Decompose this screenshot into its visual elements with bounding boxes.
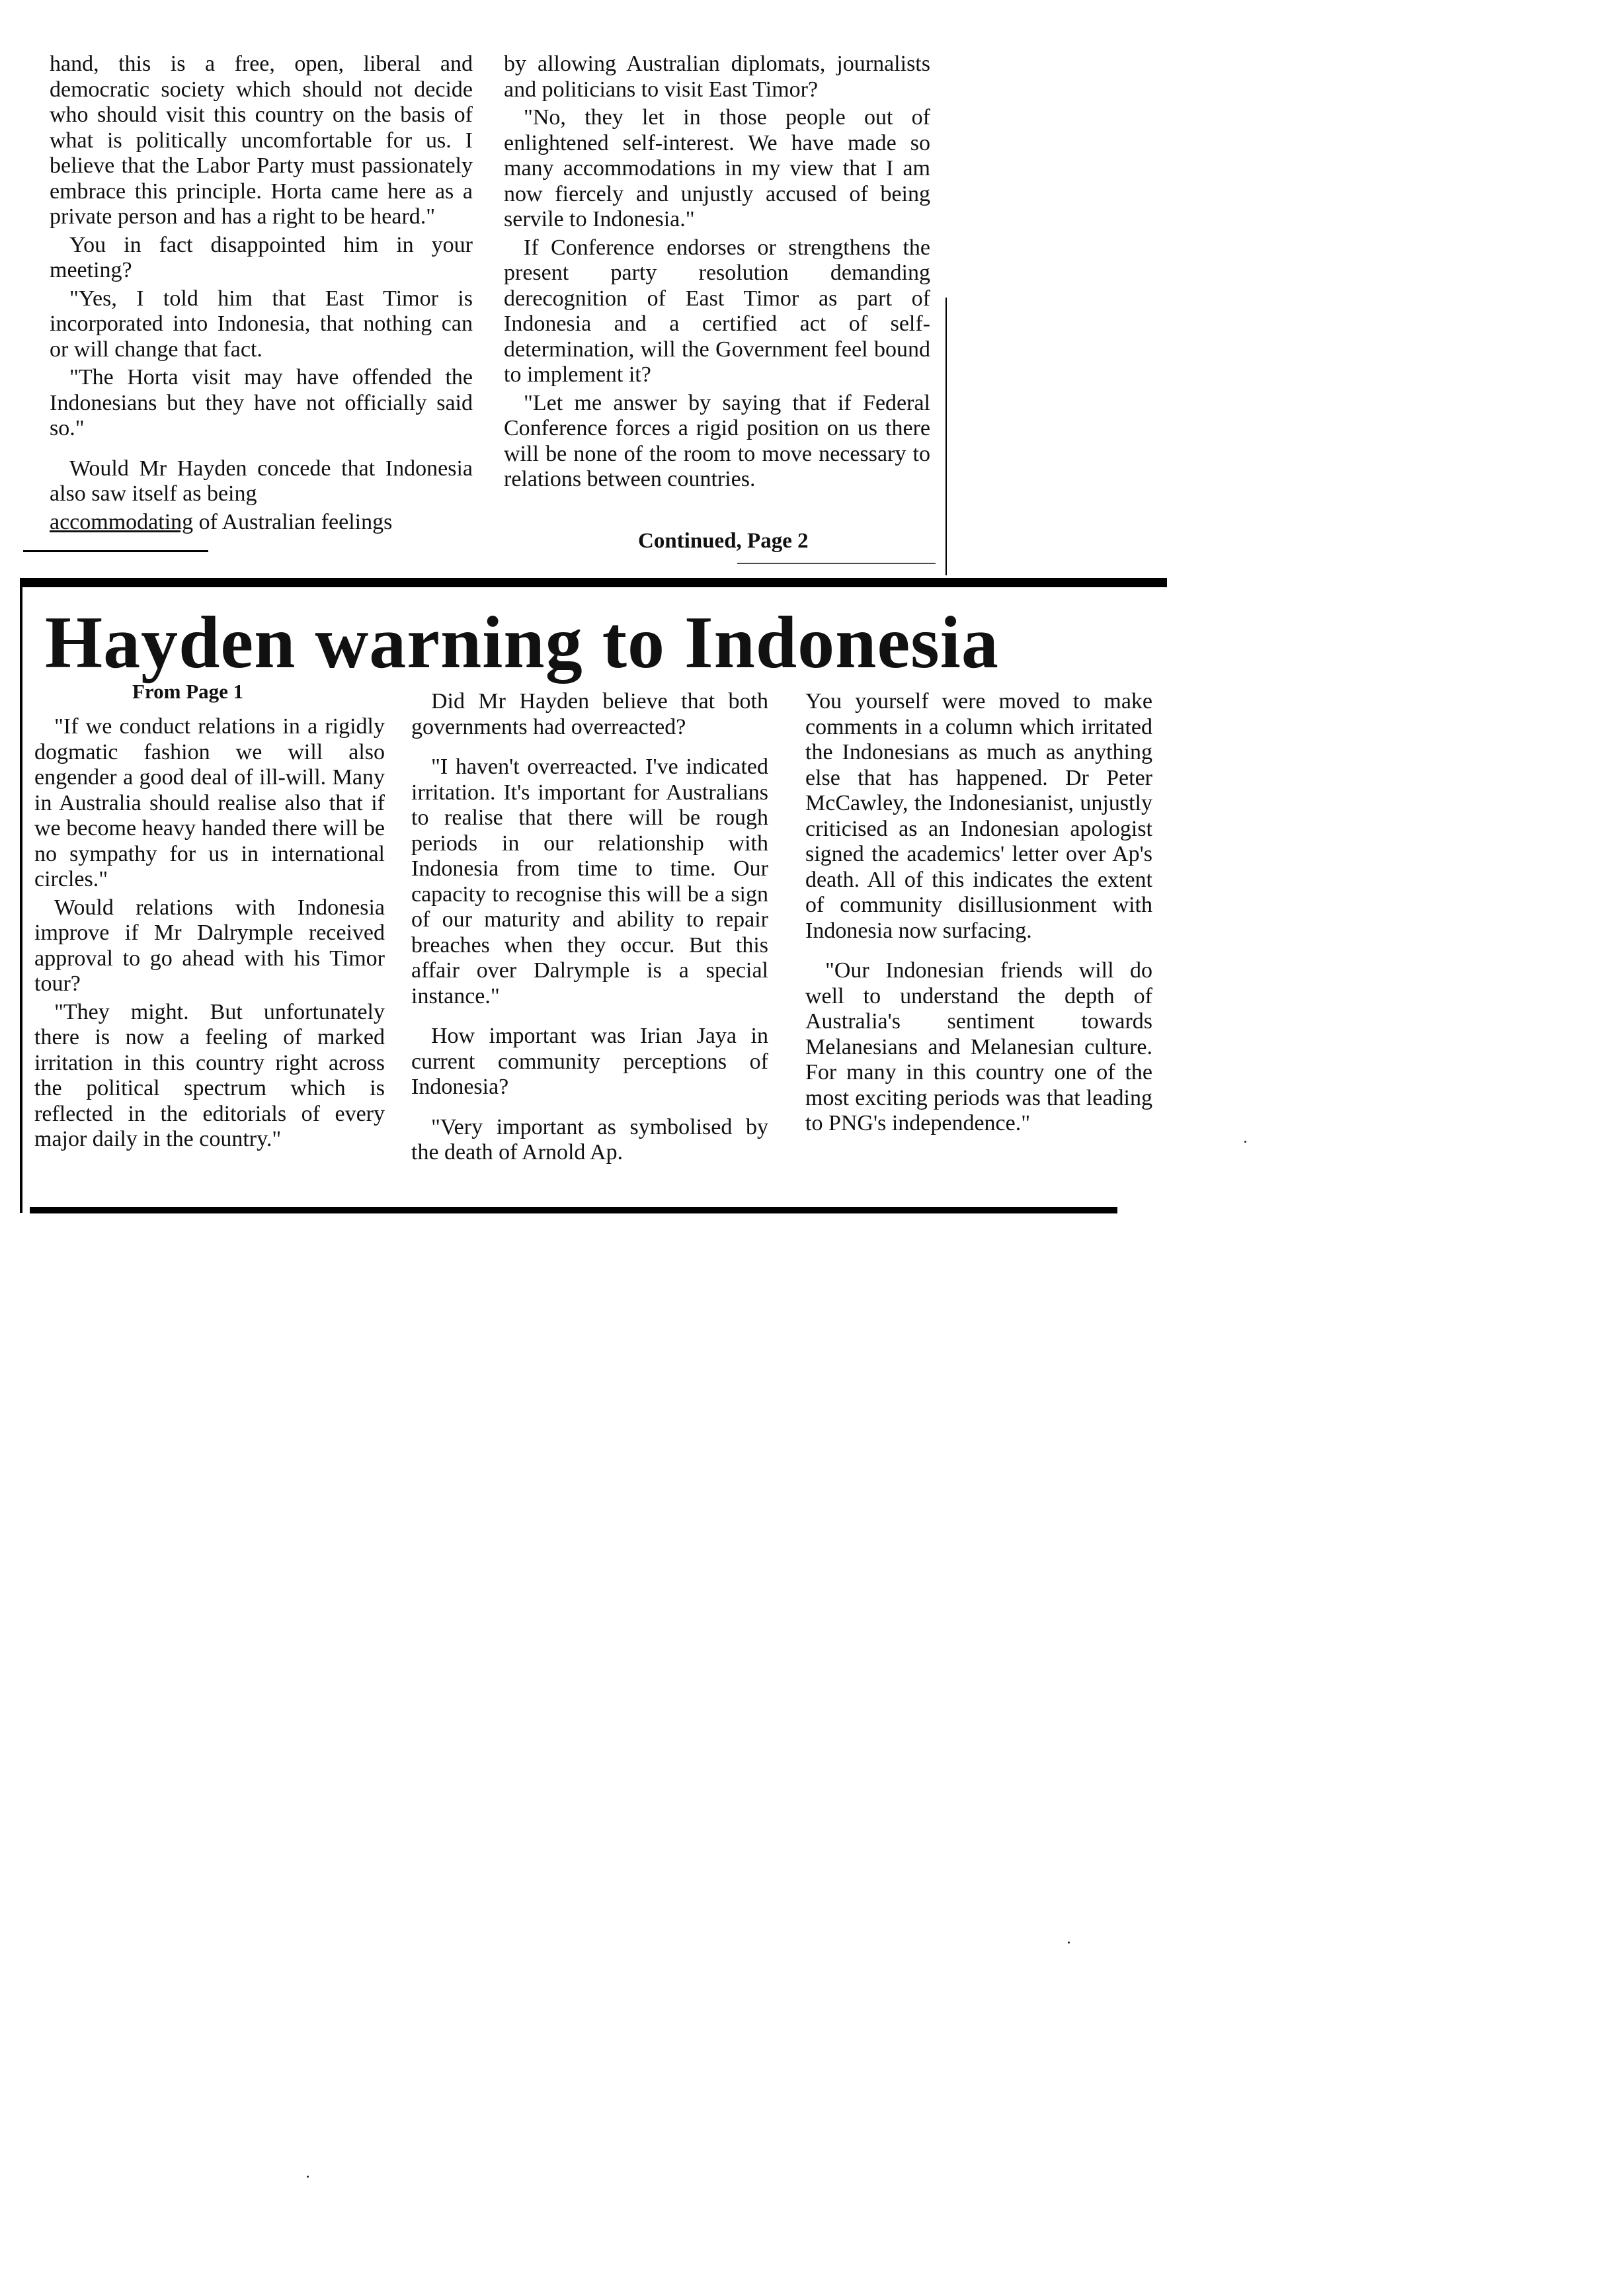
paragraph: "Our Indonesian friends will do well to understand the depth of Australia's sentiment towards Melanesians and Melanesian culture. For many in this country one of the most exciting periods was that leading to PNG's independence." xyxy=(805,958,1152,1135)
bottom-border xyxy=(30,1207,1117,1213)
continued-label: Continued, Page 2 xyxy=(638,529,809,553)
faint-rule xyxy=(737,563,936,564)
paragraph: Would Mr Hayden concede that Indonesia also saw itself as being xyxy=(50,456,473,506)
top-left-column xyxy=(50,52,473,535)
underlined-word: accommodating xyxy=(50,509,194,534)
paragraph: You yourself were moved to make comments in a column which irritated the Indonesians as much as anything else that has happened. Dr Peter McCawley, the Indonesianist, unjustly criticised as an Indonesian apologist signed the academics' letter over Ap's death. All of this indicates the extent of community disillusionment with Indonesia now surfacing. xyxy=(805,689,1152,943)
paragraph-tail-text: of Australian feelings xyxy=(198,509,393,534)
right-edge-rule xyxy=(945,298,947,575)
top-right-column xyxy=(504,52,930,493)
paragraph: "Let me answer by saying that if Federal Conference forces a rigid position on us there will be none of the room to move necessary to relations between countries. xyxy=(504,390,930,491)
headline: Hayden warning to Indonesia xyxy=(45,602,999,684)
paragraph: hand, this is a free, open, liberal and democratic society which should not decide who should visit this country on the basis of what is politically uncomfortable for us. I believe that the Labor Party must passionately embrace this principle. Horta came here as a private person and has a right to be heard." xyxy=(50,52,473,229)
paragraph: How important was Irian Jaya in current community perceptions of Indonesia? xyxy=(411,1024,768,1099)
paragraph: Would relations with Indonesia improve if Mr Dalrymple received approval to go ahead with his Timor tour? xyxy=(34,895,385,996)
paragraph: "I haven't overreacted. I've indicated irritation. It's important for Australians to realise that there will be rough periods in our relationship with Indonesia from time to time. Our capacity to recognise this will be a sign of our maturity and ability to repair breaches when they occur. But this affair over Dalrymple is a special instance." xyxy=(411,755,768,1008)
paragraph: "They might. But unfortunately there is now a feeling of marked irritation in this country right across the political spectrum which is reflected in the editorials of every major daily in the country." xyxy=(34,999,385,1151)
paragraph: "If we conduct relations in a rigidly dogmatic fashion we will also engender a good deal of ill-will. Many in Australia should realise also that if we become heavy handed there will be no sympathy for us in international circles." xyxy=(34,714,385,891)
top-border xyxy=(20,578,1167,587)
paragraph: You in fact disappointed him in your meeting? xyxy=(50,232,473,282)
paragraph: "Yes, I told him that East Timor is incorporated into Indonesia, that nothing can or will change that fact. xyxy=(50,286,473,362)
underline-rule xyxy=(23,550,208,552)
paragraph: Did Mr Hayden believe that both governments had overreacted? xyxy=(411,689,768,739)
left-border xyxy=(20,578,22,1213)
article-column-1 xyxy=(34,714,385,1153)
paragraph: "Very important as symbolised by the death of Arnold Ap. xyxy=(411,1114,768,1165)
paragraph: by allowing Australian diplomats, journalists and politicians to visit East Timor? xyxy=(504,52,930,102)
scan-speck xyxy=(1244,1141,1246,1143)
paragraph: "The Horta visit may have offended the Indonesians but they have not officially said so." xyxy=(50,365,473,440)
paragraph: If Conference endorses or strengthens the present party resolution demanding derecognition of East Timor as part of Indonesia and a certified act of self-determination, will the Government feel bound to implement it? xyxy=(504,235,930,387)
article-column-2 xyxy=(411,689,768,1166)
from-page-label: From Page 1 xyxy=(132,680,244,703)
scan-speck xyxy=(1068,1942,1070,1944)
paragraph-tail xyxy=(50,510,473,536)
paragraph: "No, they let in those people out of enlightened self-interest. We have made so many accommodations in my view that I am now fiercely and unjustly accused of being servile to Indonesia." xyxy=(504,105,930,231)
scan-speck xyxy=(307,2176,309,2178)
article-column-3 xyxy=(805,689,1152,1137)
